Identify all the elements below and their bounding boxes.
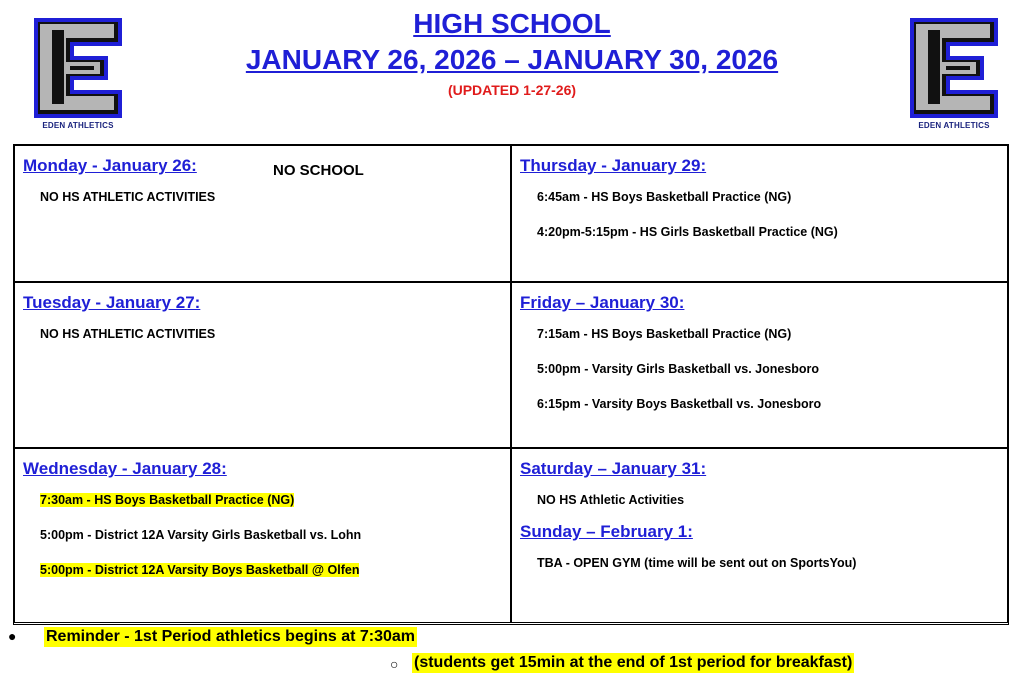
cell-wednesday <box>14 448 511 623</box>
logo-caption: EDEN ATHLETICS <box>42 121 114 130</box>
event-item-highlighted <box>40 491 502 509</box>
event-text: 5:00pm - District 12A Varsity Boys Basketball @ Olfen <box>40 563 360 577</box>
cell-tuesday <box>14 282 511 448</box>
events-thursday <box>520 188 999 241</box>
events-sunday <box>520 554 999 572</box>
schedule-table <box>13 144 1009 625</box>
event-text: 7:30am - HS Boys Basketball Practice (NG) <box>40 493 295 507</box>
day-heading-wednesday: Wednesday - January 28: <box>23 459 227 478</box>
date-range: JANUARY 26, 2026 – JANUARY 30, 2026 <box>245 44 779 75</box>
event-item-highlighted <box>40 561 502 579</box>
events-monday <box>23 188 502 206</box>
event-item: NO HS ATHLETIC ACTIVITIES <box>40 190 216 204</box>
event-item: NO HS Athletic Activities <box>537 493 685 507</box>
cell-friday <box>511 282 1008 448</box>
day-heading-friday: Friday – January 30: <box>520 293 685 312</box>
day-heading-sunday: Sunday – February 1: <box>520 522 693 541</box>
events-wednesday <box>23 491 502 579</box>
bullet-icon: ● <box>8 628 17 644</box>
breakfast-note: (students get 15min at the end of 1st period for breakfast) <box>414 654 853 671</box>
day-heading-monday: Monday - January 26: <box>23 156 197 175</box>
eden-e-logo-icon <box>906 16 1002 120</box>
logo-caption: EDEN ATHLETICS <box>918 121 990 130</box>
events-tuesday <box>23 325 502 343</box>
day-heading-thursday: Thursday - January 29: <box>520 156 707 175</box>
events-friday <box>520 325 999 413</box>
cell-monday <box>14 145 511 282</box>
cell-thursday <box>511 145 1008 282</box>
event-item: NO HS ATHLETIC ACTIVITIES <box>40 327 216 341</box>
day-heading-tuesday: Tuesday - January 27: <box>23 293 201 312</box>
header <box>200 6 824 98</box>
event-item: 5:00pm - District 12A Varsity Girls Basketball vs. Lohn <box>40 528 362 542</box>
logo-left <box>30 16 126 134</box>
page-title: HIGH SCHOOL <box>413 8 611 39</box>
eden-e-logo-icon <box>30 16 126 120</box>
cell-weekend <box>511 448 1008 623</box>
events-saturday <box>520 491 999 509</box>
event-item: TBA - OPEN GYM (time will be sent out on SportsYou) <box>537 556 857 570</box>
event-item: 7:15am - HS Boys Basketball Practice (NG) <box>537 327 792 341</box>
event-item: 6:15pm - Varsity Boys Basketball vs. Jonesboro <box>537 397 822 411</box>
reminder-note: Reminder - 1st Period athletics begins at 7:30am <box>46 628 416 645</box>
updated-note: (UPDATED 1-27-26) <box>447 82 577 98</box>
event-item: 5:00pm - Varsity Girls Basketball vs. Jonesboro <box>537 362 820 376</box>
logo-right <box>906 16 1002 134</box>
sub-bullet-icon: ○ <box>390 656 399 672</box>
event-item: 4:20pm-5:15pm - HS Girls Basketball Practice (NG) <box>537 225 838 239</box>
no-school-label: NO SCHOOL <box>273 162 364 179</box>
event-item: 6:45am - HS Boys Basketball Practice (NG) <box>537 190 792 204</box>
day-heading-saturday: Saturday – January 31: <box>520 459 707 478</box>
